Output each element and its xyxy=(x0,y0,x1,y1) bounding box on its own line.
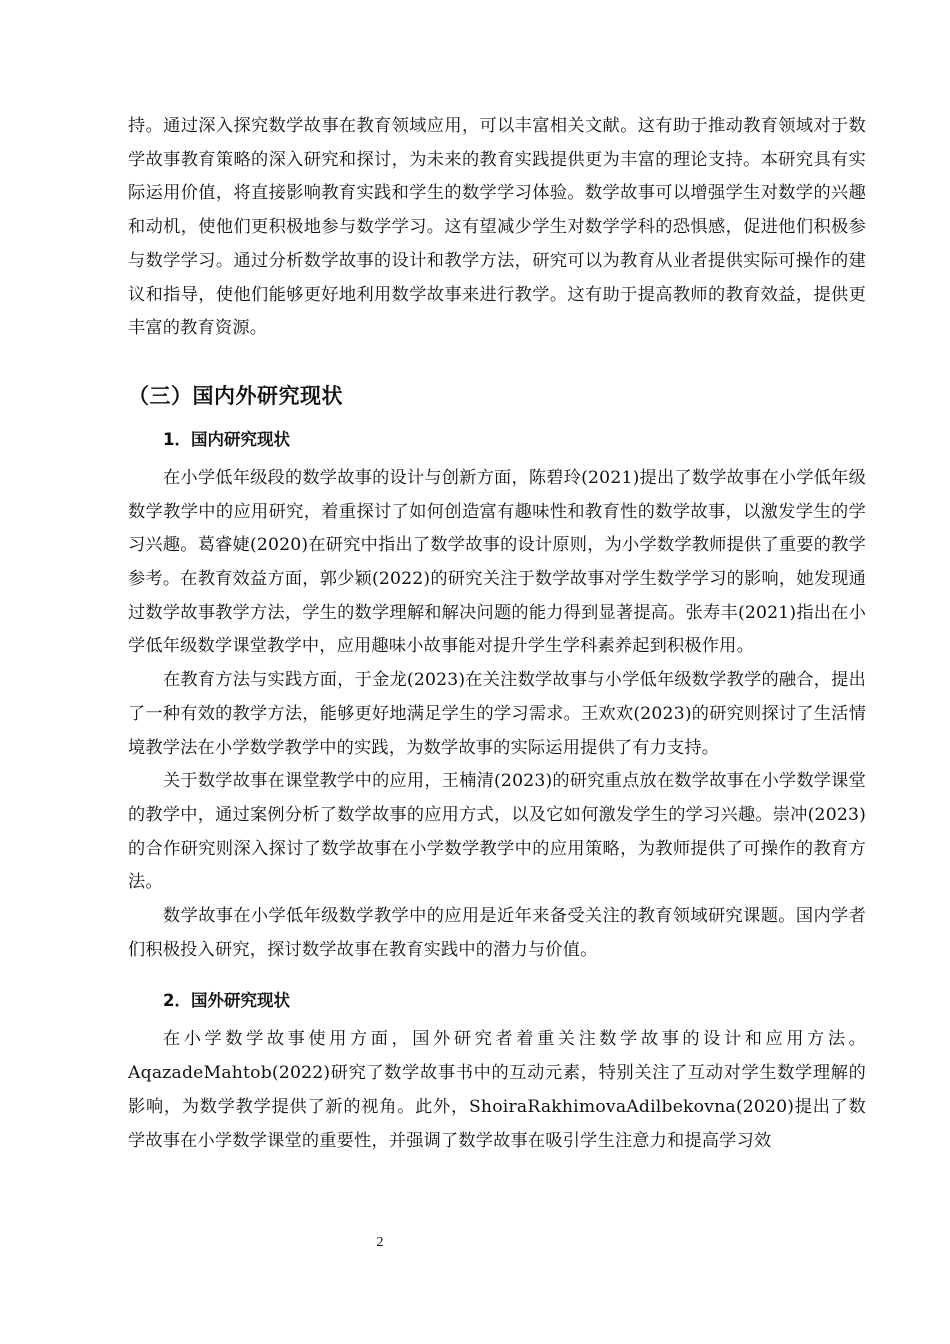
intro-paragraph: 持。通过深入探究数学故事在教育领域应用，可以丰富相关文献。这有助于推动教育领域对于数学故事教育策略的深入研究和探讨，为未来的教育实践提供更为丰富的理论支持。本研究具有实际运用价值，将直接影响教育实践和学生的数学学习体验。数学故事可以增强学生对数学的兴趣和动机，使他们更积极地参与数学学习。这有望减少学生对数学学科的恐惧感，促进他们积极参与数学学习。通过分析数学故事的设计和教学方法，研究可以为教育从业者提供实际可操作的建议和指导，使他们能够更好地利用数学故事来进行教学。这有助于提高教师的教育效益，提供更丰富的教育资源。 xyxy=(128,116,866,339)
page-body xyxy=(128,110,866,1158)
section-heading: （三）国内外研究现状 xyxy=(128,383,343,408)
domestic-paragraph: 在教育方法与实践方面，于金龙(2023)在关注数学故事与小学低年级数学教学的融合，提出了一种有效的教学方法，能够更好地满足学生的学习需求。王欢欢(2023)的研究则探讨了生活情境教学法在小学数学教学中的实践，为数学故事的实际运用提供了有力支持。 xyxy=(128,670,866,758)
domestic-paragraph: 在小学低年级段的数学故事的设计与创新方面，陈碧玲(2021)提出了数学故事在小学低年级数学教学中的应用研究，着重探讨了如何创造富有趣味性和教育性的数学故事，以激发学生的学习兴趣。葛睿婕(2020)在研究中指出了数学故事的设计原则，为小学数学教师提供了重要的教学参考。在教育效益方面，郭少颖(2022)的研究关注于数学故事对学生数学学习的影响，她发现通过数学故事教学方法，学生的数学理解和解决问题的能力得到显著提高。张寿丰(2021)指出在小学低年级数学课堂教学中，应用趣味小故事能对提升学生学科素养起到积极作用。 xyxy=(128,467,866,657)
foreign-heading: 2．国外研究现状 xyxy=(163,991,290,1011)
domestic-paragraph: 数学故事在小学低年级数学教学中的应用是近年来备受关注的教育领域研究课题。国内学者们积极投入研究，探讨数学故事在教育实践中的潜力与价值。 xyxy=(128,906,866,960)
foreign-paragraph: 在小学数学故事使用方面，国外研究者着重关注数学故事的设计和应用方法。AqazadeMahtob(2022)研究了数学故事书中的互动元素，特别关注了互动对学生数学理解的影响，为数学教学提供了新的视角。此外，ShoiraRakhimovaAdilbekovna(2020)提出了数学故事在小学数学课堂的重要性，并强调了数学故事在吸引学生注意力和提高学习效 xyxy=(128,1029,866,1151)
domestic-paragraph: 关于数学故事在课堂教学中的应用，王楠清(2023)的研究重点放在数学故事在小学数学课堂的教学中，通过案例分析了数学故事的应用方式，以及它如何激发学生的学习兴趣。崇冲(2023)的合作研究则深入探讨了数学故事在小学数学教学中的应用策略，为教师提供了可操作的教育方法。 xyxy=(128,771,866,893)
domestic-heading: 1．国内研究现状 xyxy=(163,429,290,449)
page-number: 2 xyxy=(376,1235,384,1250)
